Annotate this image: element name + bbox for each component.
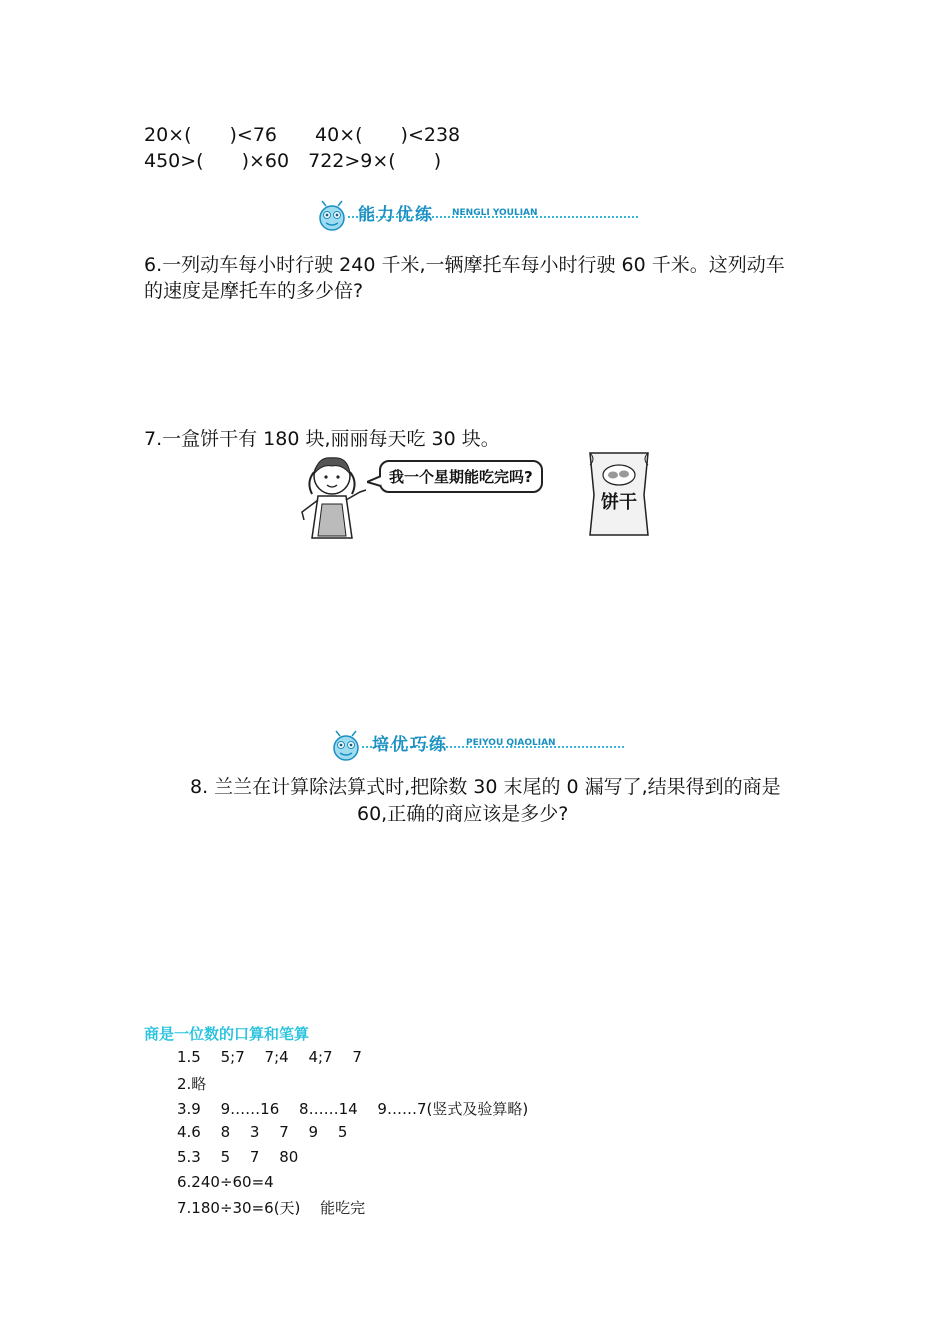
question-6-line-2: 的速度是摩托车的多少倍? <box>144 280 364 302</box>
answer-item: 4.6 8 3 7 9 5 <box>177 1123 348 1141</box>
exercise-line-1: 20×( )<76 40×( )<238 <box>144 124 461 146</box>
question-8-line-1: 8. 兰兰在计算除法算式时,把除数 30 末尾的 0 漏写了,结果得到的商是 <box>190 776 781 798</box>
biscuit-bag-label: 饼干 <box>601 492 637 513</box>
answer-item: 3.9 9……16 8……14 9……7(竖式及验算略) <box>177 1100 529 1118</box>
answer-item: 1.5 5;7 7;4 4;7 7 <box>177 1048 362 1066</box>
question-7-text: 7.一盒饼干有 180 块,丽丽每天吃 30 块。 <box>144 428 500 450</box>
answer-item: 7.180÷30=6(天) 能吃完 <box>177 1199 366 1217</box>
question-6-line-1: 6.一列动车每小时行驶 240 千米,一辆摩托车每小时行驶 60 千米。这列动车 <box>144 254 785 276</box>
exercise-line-2: 450>( )×60 722>9×( ) <box>144 150 442 172</box>
banner-subtitle: NENGLI YOULIAN <box>452 208 538 218</box>
bubble-tail <box>367 474 381 488</box>
mascot-icon <box>312 200 352 234</box>
answers-title: 商是一位数的口算和笔算 <box>144 1025 310 1043</box>
girl-illustration <box>298 450 368 542</box>
answer-item: 2.略 <box>177 1075 207 1093</box>
answer-item: 6.240÷60=4 <box>177 1173 274 1191</box>
banner-subtitle: PEIYOU QIAOLIAN <box>466 738 556 748</box>
mascot-icon <box>326 730 366 764</box>
section-banner-nengli <box>312 200 638 234</box>
section-banner-peiyou <box>326 730 624 764</box>
banner-title: 能力优练 <box>358 205 434 225</box>
speech-bubble: 我一个星期能吃完吗? <box>379 460 543 493</box>
answer-item: 5.3 5 7 80 <box>177 1148 299 1166</box>
question-8-line-2: 60,正确的商应该是多少? <box>357 803 569 825</box>
banner-title: 培优巧练 <box>372 735 448 755</box>
